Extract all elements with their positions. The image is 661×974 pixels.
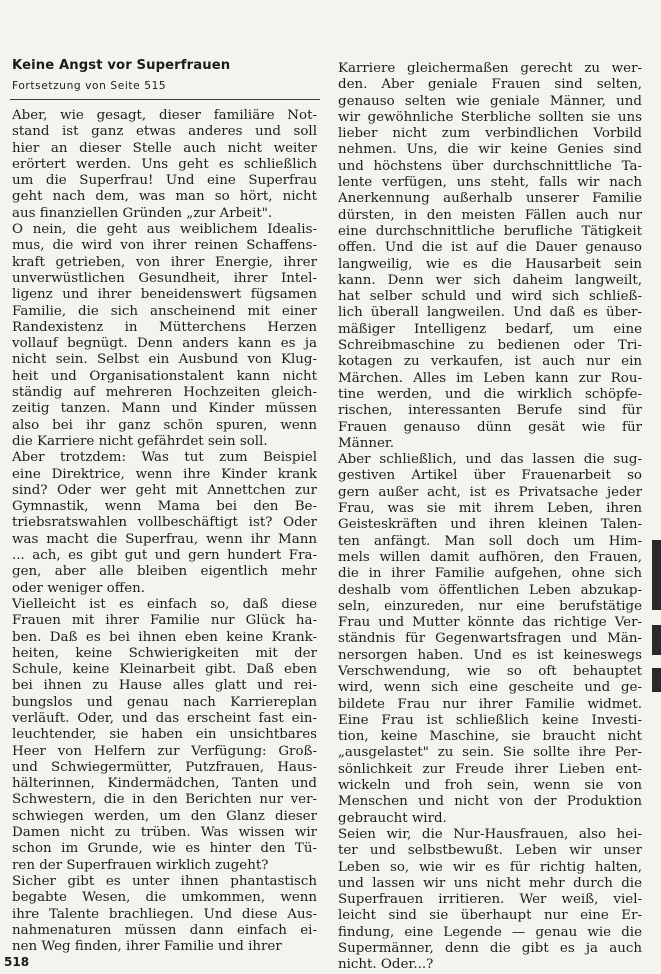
text-line: was macht die Superfrau, wenn ihr Mann xyxy=(12,531,317,547)
text-line: nen Weg finden, ihrer Familie und ihrer xyxy=(12,939,282,955)
title-rule xyxy=(10,99,320,100)
continuation-note: Fortsetzung von Seite 515 xyxy=(12,80,167,92)
text-line: schon im Grunde, wie es hinter den Tü- xyxy=(12,841,317,857)
text-line: um die Superfrau! Und eine Superfrau xyxy=(12,173,317,189)
text-line: findung, eine Legende — genau wie die xyxy=(338,924,642,940)
text-line: mäßiger Intelligenz bedarf, um eine xyxy=(338,321,642,337)
text-line: ten anfängt. Man soll doch um Him- xyxy=(338,533,642,549)
text-line: verläuft. Oder, und das erscheint fast ein- xyxy=(12,710,317,726)
page-edge-mark xyxy=(652,625,661,655)
text-line: seln, einzureden, nur eine berufstätige xyxy=(338,598,642,614)
text-line: den. Aber geniale Frauen sind selten, xyxy=(338,77,642,93)
text-line: Karriere gleichermaßen gerecht zu wer- xyxy=(338,61,642,76)
text-line: also bei ihr ganz schön spuren, wenn xyxy=(12,417,317,433)
text-line: Gymnastik, wenn Mama bei den Be- xyxy=(12,499,317,515)
text-line: Seien wir, die Nur-Hausfrauen, also hei- xyxy=(338,826,642,842)
text-line: Leben so, wie wir es für richtig halten, xyxy=(338,859,642,875)
text-line: mels willen damit aufhören, den Frauen, xyxy=(338,549,642,565)
text-line: erörtert werden. Uns geht es schließlich xyxy=(12,156,317,172)
text-line: Aber trotzdem: Was tut zum Beispiel xyxy=(12,450,317,466)
right-column-text xyxy=(338,61,642,974)
text-line: hier an dieser Stelle auch nicht weiter xyxy=(12,140,317,156)
text-line: wir gewöhnliche Sterbliche sollten sie uns xyxy=(338,109,642,125)
text-line: lieber nicht zum verbindlichen Vorbild xyxy=(338,126,642,142)
text-line: die in ihrer Familie aufgehen, ohne sich xyxy=(338,566,642,582)
text-line: aus finanziellen Gründen „zur Arbeit". xyxy=(12,205,273,221)
text-line: leicht sind sie überhaupt nur eine Er- xyxy=(338,908,642,924)
text-line: Schreibmaschine zu bedienen oder Tri- xyxy=(338,338,642,354)
text-line: Eine Frau ist schließlich keine Investi- xyxy=(338,712,642,728)
text-line: vollauf begnügt. Denn anders kann es ja xyxy=(12,336,317,352)
text-line: schwiegen werden, um den Glanz dieser xyxy=(12,808,317,824)
text-line: unverwüstlichen Gesundheit, ihrer Intel- xyxy=(12,270,317,286)
text-line: ständig auf mehreren Hochzeiten gleich- xyxy=(12,385,317,401)
text-line: wickeln und froh sein, wenn sie von xyxy=(338,778,642,794)
left-column-text xyxy=(12,108,317,955)
text-line: rischen, interessanten Berufe sind für xyxy=(338,403,642,419)
text-line: Frau und Mutter könnte das richtige Ver- xyxy=(338,615,642,631)
text-line: geht nach dem, was man so hört, nicht xyxy=(12,189,317,205)
text-line: leuchtender, sie haben ein unsichtbares xyxy=(12,727,317,743)
text-line: ter und selbstbewußt. Leben wir unser xyxy=(338,843,642,859)
text-line: bildete Frau nur ihrer Familie widmet. xyxy=(338,696,642,712)
text-line: nicht sein. Selbst ein Ausbund von Klug- xyxy=(12,352,317,368)
text-line: gern außer acht, ist es Privatsache jeder xyxy=(338,484,642,500)
text-line: gen, aber alle bleiben eigentlich mehr xyxy=(12,564,317,580)
text-line: heit und Organisationstalent kann nicht xyxy=(12,368,317,384)
text-line: Supermänner, denn die gibt es ja auch xyxy=(338,941,642,957)
text-line: Vielleicht ist es einfach so, daß diese xyxy=(12,596,317,612)
text-line: Schwestern, die in den Berichten nur ver- xyxy=(12,792,317,808)
text-line: kann. Denn wer sich daheim langweilt, xyxy=(338,272,642,288)
text-line: lente verfügen, uns steht, falls wir nach xyxy=(338,175,642,191)
text-line: eine durchschnittliche berufliche Tätigkeit xyxy=(338,223,642,239)
page-edge-mark xyxy=(652,668,661,692)
text-line: Anerkennung außerhalb unserer Familie xyxy=(338,191,642,207)
text-line: und Schwiegermütter, Putzfrauen, Haus- xyxy=(12,759,317,775)
text-line: langweilig, wie es die Hausarbeit sein xyxy=(338,256,642,272)
text-line: Geisteskräften und ihren kleinen Talen- xyxy=(338,517,642,533)
text-line: gebraucht wird. xyxy=(338,810,447,826)
page-edge-mark xyxy=(652,540,661,610)
text-line: tine werden, und die wirklich schöpfe- xyxy=(338,386,642,402)
text-line: Damen nicht zu trüben. Was wissen wir xyxy=(12,825,317,841)
text-line: genauso selten wie geniale Männer, und xyxy=(338,93,642,109)
text-line: offen. Und die ist auf die Dauer genauso xyxy=(338,240,642,256)
text-line: und höchstens über durchschnittliche Ta- xyxy=(338,158,642,174)
text-line: sönlichkeit zur Freude ihrer Lieben ent- xyxy=(338,761,642,777)
text-line: Menschen und nicht von der Produktion xyxy=(338,794,642,810)
text-line: kotagen zu verkaufen, ist auch nur ein xyxy=(338,354,642,370)
text-line: Randexistenz in Mütterchens Herzen xyxy=(12,319,317,335)
text-line: deshalb vom öffentlichen Leben abzukap- xyxy=(338,582,642,598)
text-line: begabte Wesen, die umkommen, wenn xyxy=(12,890,317,906)
text-line: gestiven Artikel über Frauenarbeit so xyxy=(338,468,642,484)
text-line: Märchen. Alles im Leben kann zur Rou- xyxy=(338,370,642,386)
page-number: 518 xyxy=(4,955,30,969)
text-line: zeitig tanzen. Mann und Kinder müssen xyxy=(12,401,317,417)
text-line: Verschwendung, wie so oft behauptet xyxy=(338,663,642,679)
text-line: Heer von Helfern zur Verfügung: Groß- xyxy=(12,743,317,759)
text-line: Aber schließlich, und das lassen die sug- xyxy=(338,452,642,468)
text-line: sind? Oder wer geht mit Annettchen zur xyxy=(12,482,317,498)
text-line: eine Direktrice, wenn ihre Kinder krank xyxy=(12,466,317,482)
text-line: Sicher gibt es unter ihnen phantastisch xyxy=(12,873,317,889)
text-line: heiten, keine Schwierigkeiten mit der xyxy=(12,645,317,661)
text-line: Superfrauen irritieren. Wer weiß, viel- xyxy=(338,892,642,908)
text-line: nehmen. Uns, die wir keine Genies sind xyxy=(338,142,642,158)
text-line: Frauen mit ihrer Familie nur Glück ha- xyxy=(12,613,317,629)
text-line: O nein, die geht aus weiblichem Idealis- xyxy=(12,222,317,238)
text-line: bei ihnen zu Hause alles glatt und rei- xyxy=(12,678,317,694)
text-line: Frau, was sie mit ihrem Leben, ihren xyxy=(338,501,642,517)
text-line: mus, die wird von ihrer reinen Schaffens- xyxy=(12,238,317,254)
text-line: hälterinnen, Kindermädchen, Tanten und xyxy=(12,776,317,792)
text-line: nersorgen haben. Und es ist keineswegs xyxy=(338,647,642,663)
text-line: dürsten, in den meisten Fällen auch nur xyxy=(338,207,642,223)
text-line: Aber, wie gesagt, dieser familiäre Not- xyxy=(12,108,317,123)
text-line: Männer. xyxy=(338,435,395,451)
text-line: ren der Superfrauen wirklich zugeht? xyxy=(12,857,269,873)
text-line: ligenz und ihrer beneidenswert fügsamen xyxy=(12,287,317,303)
text-line: ihre Talente brachliegen. Und diese Aus- xyxy=(12,906,317,922)
text-line: nicht. Oder...? xyxy=(338,957,434,973)
text-line: kraft getrieben, von ihrer Energie, ihrer xyxy=(12,254,317,270)
text-line: ständnis für Gegenwartsfragen und Män- xyxy=(338,631,642,647)
text-line: wird, wenn sich eine gescheite und ge- xyxy=(338,680,642,696)
text-line: Familie, die sich anscheinend mit einer xyxy=(12,303,317,319)
text-line: tion, keine Maschine, sie braucht nicht xyxy=(338,729,642,745)
article-title: Keine Angst vor Superfrauen xyxy=(12,58,231,73)
text-line: Schule, keine Kleinarbeit gibt. Daß eben xyxy=(12,662,317,678)
text-line: triebsratswahlen vollbeschäftigt ist? Oder xyxy=(12,515,317,531)
text-line: „ausgelastet" zu sein. Sie sollte ihre Per- xyxy=(338,745,642,761)
text-line: nahmenaturen müssen dann einfach ei- xyxy=(12,922,317,938)
text-line: hat selber schuld und wird sich schließ- xyxy=(338,289,642,305)
text-line: stand ist ganz etwas anderes und soll xyxy=(12,124,317,140)
text-line: bungslos und genau nach Karriereplan xyxy=(12,694,317,710)
text-line: ... ach, es gibt gut und gern hundert Fra- xyxy=(12,548,317,564)
text-line: oder weniger offen. xyxy=(12,580,146,596)
text-line: ben. Daß es bei ihnen eben keine Krank- xyxy=(12,629,317,645)
text-line: lich überall langweilen. Und daß es über- xyxy=(338,305,642,321)
text-line: die Karriere nicht gefährdet sein soll. xyxy=(12,433,268,449)
text-line: Frauen genauso dünn gesät wie für xyxy=(338,419,642,435)
text-line: und lassen wir uns nicht mehr durch die xyxy=(338,875,642,891)
